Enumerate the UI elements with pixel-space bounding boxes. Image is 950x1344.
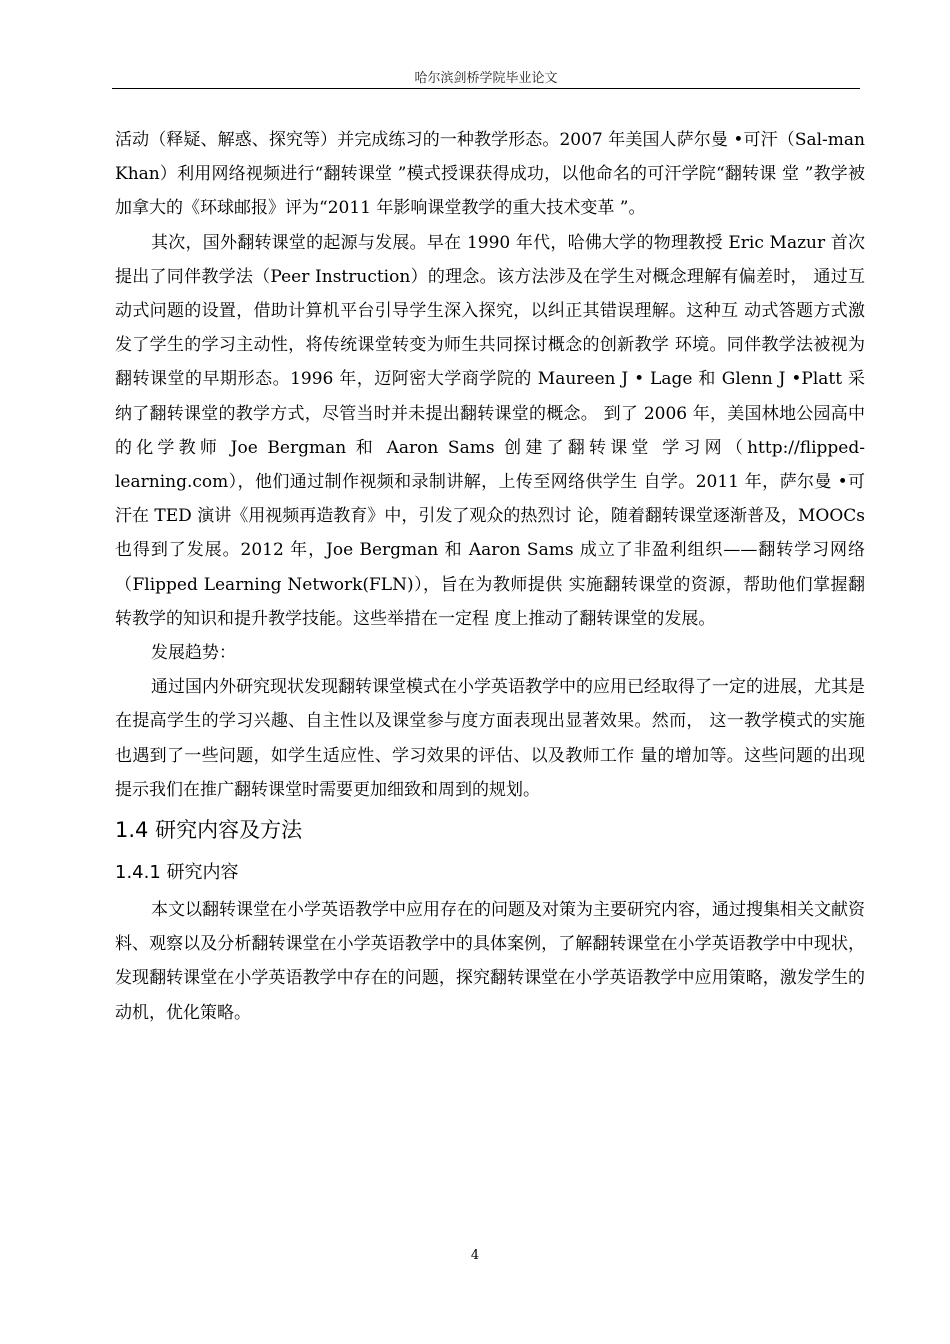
paragraph-trend-label: 发展趋势： bbox=[151, 643, 236, 664]
running-header: 哈尔滨剑桥学院毕业论文 bbox=[414, 71, 558, 86]
paragraph-foreign-origins: 其次，国外翻转课堂的起源与发展。早在 1990 年代，哈佛大学的物理教授 Eric Mazur 首次提出了同伴教学法（Peer Instruction）的理念。该方法涉及在学生对概念理解有偏差时， 通过互动式问题的设置，借助计算机平台引导学生深入探究，以纠正其错误理解。这种互 动式答题方式激发了学生的学习主动性，将传统课堂转变为师生共同探讨概念的创新教学 环境。同伴教学法被视为翻转课堂的早期形态。1996 年，迈阿密大学商学院的 Maureen J • Lage 和 Glenn J •Platt 采纳了翻转课堂的教学方式，尽管当时并未提出翻转课堂的概念。 到了 2006 年，美国林地公园高中的化学教师 Joe Bergman 和 Aaron Sams 创建了翻转课堂 学习网（http://flipped-learning.com），他们通过制作视频和录制讲解，上传至网络供学生 自学。2011 年，萨尔曼 •可汗在 TED 演讲《用视频再造教育》中，引发了观众的热烈讨 论，随着翻转课堂逐渐普及，MOOCs 也得到了发展。2012 年，Joe Bergman 和 Aaron Sams 成立了非盈利组织——翻转学习网络（Flipped Learning Network(FLN)），旨在为教师提供 实施翻转课堂的资源，帮助他们掌握翻转教学的知识和提升教学技能。这些举措在一定程 度上推动了翻转课堂的发展。 bbox=[115, 232, 865, 629]
page-number: 4 bbox=[470, 1248, 480, 1263]
paragraph-continuation: 活动（释疑、解惑、探究等）并完成练习的一种教学形态。2007 年美国人萨尔曼 •可汗（Sal-man Khan）利用网络视频进行“翻转课堂 ”模式授课获得成功，以他命名的可汗学院“翻转课 堂 ”教学被加拿大的《环球邮报》评为“2011 年影响课堂教学的重大技术变革 ”。 bbox=[115, 130, 865, 219]
header-rule bbox=[112, 88, 860, 89]
subsection-heading: 1.4.1 研究内容 bbox=[115, 862, 239, 884]
section-heading: 1.4 研究内容及方法 bbox=[115, 818, 303, 843]
paragraph-trend: 通过国内外研究现状发现翻转课堂模式在小学英语教学中的应用已经取得了一定的进展，尤其是在提高学生的学习兴趣、自主性以及课堂参与度方面表现出显著效果。然而， 这一教学模式的实施也遇到了一些问题，如学生适应性、学习效果的评估、以及教师工作 量的增加等。这些问题的出现提示我们在推广翻转课堂时需要更加细致和周到的规划。 bbox=[115, 677, 865, 800]
body-text bbox=[115, 123, 865, 1030]
paragraph-research-content: 本文以翻转课堂在小学英语教学中应用存在的问题及对策为主要研究内容，通过搜集相关文献资料、观察以及分析翻转课堂在小学英语教学中的具体案例，了解翻转课堂在小学英语教学中中现状，发现翻转课堂在小学英语教学中存在的问题，探究翻转课堂在小学英语教学中应用策略，激发学生的动机，优化策略。 bbox=[115, 900, 865, 1023]
